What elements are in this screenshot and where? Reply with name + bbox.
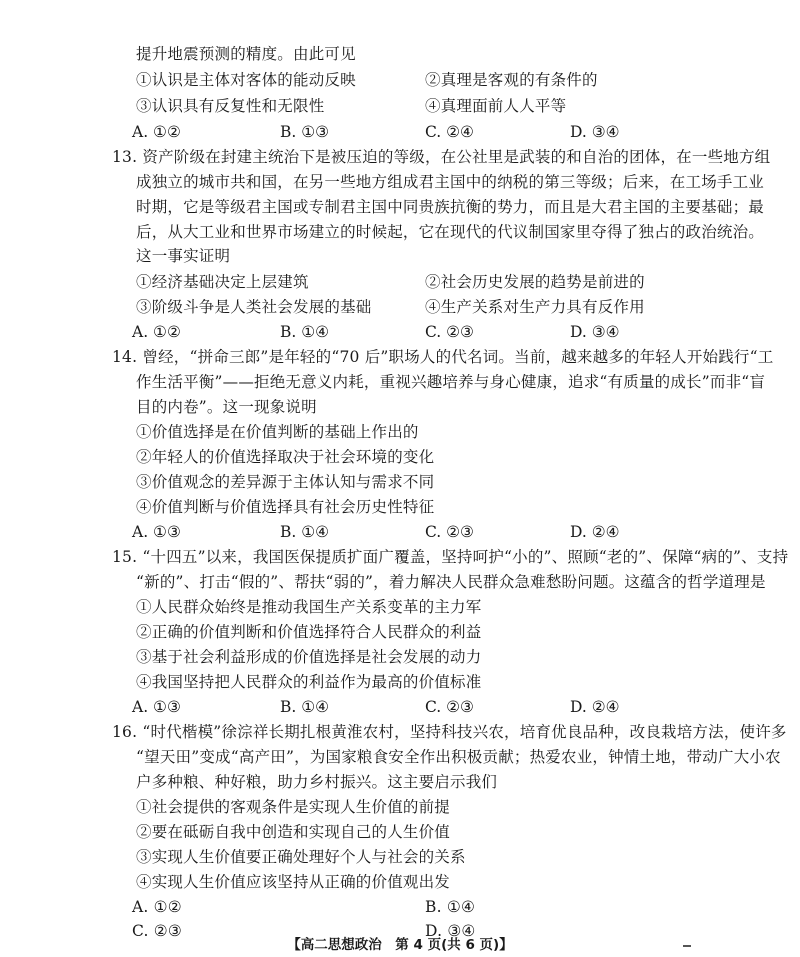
q12-option-1: ①认识是主体对客体的能动反映 (136, 71, 356, 89)
q13-stem-line-5: 这一事实证明 (136, 247, 231, 265)
q15-stem-line-1: 15. “十四五”以来，我国医保提质扩面广覆盖，坚持呵护“小的”、照顾“老的”、保障“病的”、支持 (112, 548, 789, 566)
q15-answer-d: D. ②④ (570, 698, 620, 716)
q14-answer-d: D. ②④ (570, 523, 620, 541)
q14-option-4: ④价值判断与价值选择具有社会历史性特征 (136, 498, 435, 516)
q16-answer-b: B. ①④ (425, 898, 476, 916)
q16-option-2: ②要在砥砺自我中创造和实现自己的人生价值 (136, 823, 451, 841)
q16-answer-d: D. ③④ (425, 922, 476, 940)
q13-option-3: ③阶级斗争是人类社会发展的基础 (136, 298, 372, 316)
page-footer: 【高二思想政治 第 4 页(共 6 页)】 (287, 937, 513, 953)
q16-answer-a: A. ①② (132, 898, 182, 916)
q13-answer-a: A. ①② (132, 323, 181, 341)
q13-answer-c: C. ②③ (425, 323, 474, 341)
q13-stem-line-1: 13. 资产阶级在封建主统治下是被压迫的等级，在公社里是武装的和自治的团体，在一些地方组 (112, 148, 771, 166)
q13-option-1: ①经济基础决定上层建筑 (136, 273, 309, 291)
q14-option-1: ①价值选择是在价值判断的基础上作出的 (136, 423, 419, 441)
q14-answer-c: C. ②③ (425, 523, 474, 541)
q13-stem-line-2: 成独立的城市共和国，在另一些地方组成君主国中的纳税的第三等级；后来，在工场手工业 (136, 173, 765, 191)
q14-stem-line-1: 14. 曾经，“拼命三郎”是年轻的“70 后”职场人的代名词。当前，越来越多的年轻人开始践行“工 (112, 348, 774, 366)
q14-answer-b: B. ①④ (280, 523, 330, 541)
q13-stem-line-4: 后，从大工业和世界市场建立的时候起，它在现代的代议制国家里夺得了独占的政治统治。 (136, 223, 765, 241)
q12-answer-a: A. ①② (132, 123, 181, 141)
q14-option-3: ③价值观念的差异源于主体认知与需求不同 (136, 473, 435, 491)
q16-stem-line-2: “望天田”变成“高产田”，为国家粮食安全作出积极贡献；热爱农业，钟情土地，带动广大小农 (136, 748, 781, 766)
q15-answer-c: C. ②③ (425, 698, 474, 716)
corner-mark (683, 945, 691, 947)
q15-option-1: ①人民群众始终是推动我国生产关系变革的主力军 (136, 598, 482, 616)
q12-option-3: ③认识具有反复性和无限性 (136, 97, 325, 115)
q12-option-4: ④真理面前人人平等 (425, 97, 567, 115)
q16-stem-line-3: 户多种粮、种好粮，助力乡村振兴。这主要启示我们 (136, 773, 498, 791)
q15-option-2: ②正确的价值判断和价值选择符合人民群众的利益 (136, 623, 482, 641)
q15-stem-line-2: “新的”、打击“假的”、帮扶“弱的”，着力解决人民群众急难愁盼问题。这蕴含的哲学道理是 (136, 573, 766, 591)
q13-answer-d: D. ③④ (570, 323, 620, 341)
q12-answer-c: C. ②④ (425, 123, 474, 141)
q14-option-2: ②年轻人的价值选择取决于社会环境的变化 (136, 448, 435, 466)
q16-answer-c: C. ②③ (132, 922, 182, 940)
q14-answer-a: A. ①③ (132, 523, 181, 541)
q15-option-3: ③基于社会利益形成的价值选择是社会发展的动力 (136, 648, 482, 666)
q12-answer-d: D. ③④ (570, 123, 620, 141)
q15-answer-b: B. ①④ (280, 698, 330, 716)
q13-option-2: ②社会历史发展的趋势是前进的 (425, 273, 645, 291)
q14-stem-line-2: 作生活平衡”——拒绝无意义内耗，重视兴趣培养与身心健康，追求“有质量的成长”而非“盲 (136, 373, 766, 391)
q12-answer-b: B. ①③ (280, 123, 330, 141)
q15-answer-a: A. ①③ (132, 698, 181, 716)
q13-stem-line-3: 时期，它是等级君主国或专制君主国中同贵族抗衡的势力，而且是大君主国的主要基础；最 (136, 198, 765, 216)
q16-option-3: ③实现人生价值要正确处理好个人与社会的关系 (136, 848, 466, 866)
q16-option-4: ④实现人生价值应该坚持从正确的价值观出发 (136, 873, 451, 891)
q14-stem-line-3: 目的内卷”。这一现象说明 (136, 398, 317, 416)
q13-answer-b: B. ①④ (280, 323, 330, 341)
q12-option-2: ②真理是客观的有条件的 (425, 71, 598, 89)
q15-option-4: ④我国坚持把人民群众的利益作为最高的价值标准 (136, 673, 482, 691)
q12-stem-tail: 提升地震预测的精度。由此可见 (136, 45, 356, 63)
q13-option-4: ④生产关系对生产力具有反作用 (425, 298, 645, 316)
q16-option-1: ①社会提供的客观条件是实现人生价值的前提 (136, 798, 451, 816)
q16-stem-line-1: 16. “时代楷模”徐淙祥长期扎根黄淮农村，坚持科技兴农，培育优良品种，改良栽培方法，使许多 (112, 723, 787, 741)
